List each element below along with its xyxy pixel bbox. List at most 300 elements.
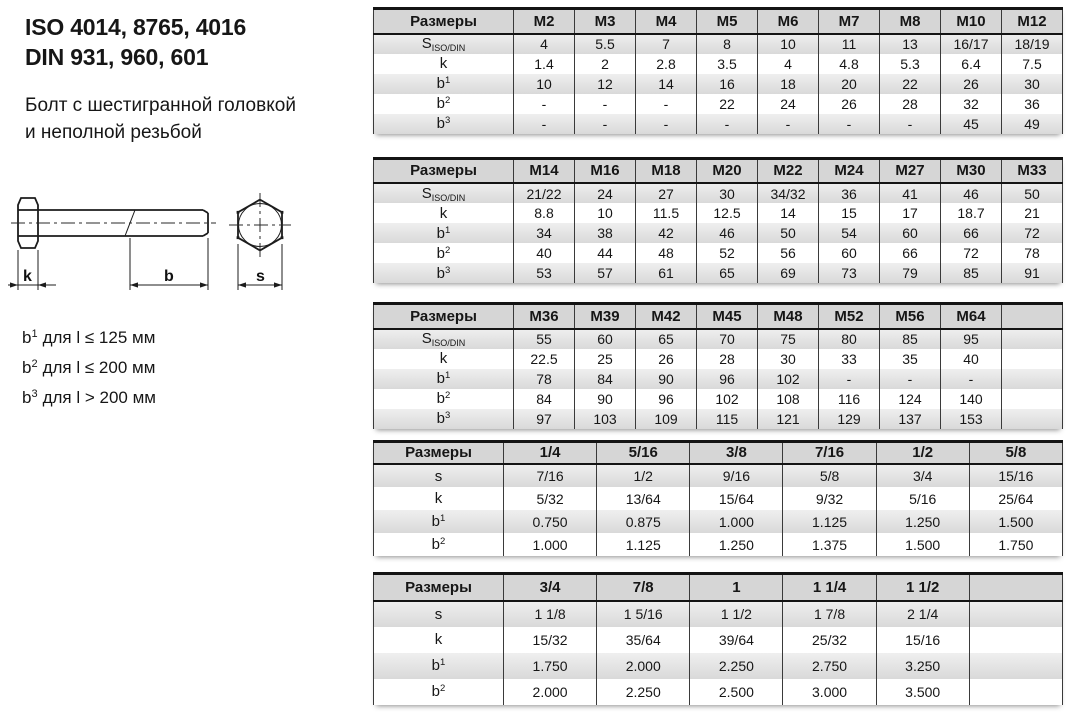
table-row	[374, 369, 1063, 389]
table-cell: 25/64	[969, 487, 1062, 510]
table-cell: 90	[575, 389, 636, 409]
table-cell: 85	[941, 263, 1002, 283]
corner-header: Размеры	[374, 158, 514, 183]
table-cell	[1002, 349, 1063, 369]
table-cell: 1/2	[597, 464, 690, 487]
column-header-M6: M6	[758, 9, 819, 34]
table-cell: 53	[514, 263, 575, 283]
table-cell: 8	[697, 34, 758, 54]
table-cell: 72	[1002, 223, 1063, 243]
table-cell: 91	[1002, 263, 1063, 283]
column-header-M64: M64	[941, 304, 1002, 329]
table-cell: 46	[941, 183, 1002, 203]
note-b3: $b^3$ для l > 200 мм	[22, 388, 156, 407]
row-label-b1: $b^1$	[436, 370, 451, 387]
table-cell: 34	[514, 223, 575, 243]
table-cell: 40	[941, 349, 1002, 369]
table-cell: 15/32	[504, 627, 597, 653]
table-row	[374, 243, 1063, 263]
table-cell: 22.5	[514, 349, 575, 369]
table-cell: 137	[880, 409, 941, 429]
header-row	[374, 158, 1063, 183]
table-cell: 48	[636, 243, 697, 263]
table-cell: 35/64	[597, 627, 690, 653]
corner-header: Размеры	[374, 304, 514, 329]
dimension-b	[130, 238, 208, 290]
row-label-b2: $b^2$	[436, 95, 451, 112]
table-cell: 8.8	[514, 203, 575, 223]
table-cell: 40	[514, 243, 575, 263]
table-cell: 80	[819, 329, 880, 349]
table-cell	[1002, 369, 1063, 389]
column-header-1-4: 1/4	[504, 441, 597, 464]
table-row	[374, 203, 1063, 223]
dimension-k	[8, 250, 56, 290]
row-label-b3: $b^3$	[436, 264, 451, 282]
table-cell: 66	[941, 223, 1002, 243]
table-cell: 73	[819, 263, 880, 283]
table-cell: 90	[636, 369, 697, 389]
table-row	[374, 653, 1063, 679]
table-cell: 38	[575, 223, 636, 243]
table-cell: -	[636, 94, 697, 114]
column-header-M16: M16	[575, 158, 636, 183]
table-cell: 7	[636, 34, 697, 54]
column-header-M5: M5	[697, 9, 758, 34]
table-cell: 1 1/8	[504, 601, 597, 627]
column-header-3-4: 3/4	[504, 574, 597, 601]
table-cell: 2.500	[690, 679, 783, 705]
table-cell: 9/32	[783, 487, 876, 510]
table-cell: 69	[758, 263, 819, 283]
row-label-k: k	[434, 631, 443, 648]
table-row	[374, 510, 1063, 533]
table-cell: 21	[1002, 203, 1063, 223]
table-cell: 22	[880, 74, 941, 94]
table-row	[374, 601, 1063, 627]
row-label-k: k	[439, 350, 448, 367]
table-cell: 61	[636, 263, 697, 283]
corner-header: Размеры	[374, 574, 504, 601]
table-cell: 3/4	[876, 464, 969, 487]
dimension-label-k: k	[23, 268, 32, 285]
column-header-M10: M10	[941, 9, 1002, 34]
table-cell: 24	[575, 183, 636, 203]
table-cell: 34/32	[758, 183, 819, 203]
row-label-k: k	[439, 55, 448, 72]
dimension-tables	[373, 0, 1067, 705]
table-cell: 41	[880, 183, 941, 203]
table-cell: 13/64	[597, 487, 690, 510]
table-cell: 26	[636, 349, 697, 369]
table-cell: -	[514, 114, 575, 134]
table-cell: 79	[880, 263, 941, 283]
row-label-b2: $b^2$	[431, 683, 446, 700]
subtitle-line-1: Болт с шестигранной головкой	[25, 95, 296, 116]
row-label-b2: $b^2$	[436, 390, 451, 407]
table-cell: 2.250	[690, 653, 783, 679]
table-cell: 14	[636, 74, 697, 94]
table-cell: 4	[514, 34, 575, 54]
table-cell: 1.4	[514, 54, 575, 74]
table-cell: 75	[758, 329, 819, 349]
column-header-M45: M45	[697, 304, 758, 329]
table-cell: -	[636, 114, 697, 134]
table-cell: 1.125	[783, 510, 876, 533]
table-cell: 96	[697, 369, 758, 389]
column-header-7-8: 7/8	[597, 574, 690, 601]
column-header-M27: M27	[880, 158, 941, 183]
table-cell	[969, 653, 1062, 679]
table-cell: 5.3	[880, 54, 941, 74]
table-row	[374, 389, 1063, 409]
table-cell: 56	[758, 243, 819, 263]
table-cell: 4.8	[819, 54, 880, 74]
table-cell: 15/64	[690, 487, 783, 510]
table-cell: 50	[758, 223, 819, 243]
row-label-S-ISO-DIN: $S_{ISO/DIN}$	[421, 330, 466, 348]
table-cell: 11.5	[636, 203, 697, 223]
table-cell: -	[575, 114, 636, 134]
table-cell: 1 7/8	[783, 601, 876, 627]
table-cell	[1002, 329, 1063, 349]
column-header-M33: M33	[1002, 158, 1063, 183]
column-header-M18: M18	[636, 158, 697, 183]
table-cell: 60	[880, 223, 941, 243]
table-cell: 103	[575, 409, 636, 429]
row-label-b3: $b^3$	[436, 115, 451, 132]
column-header-M48: M48	[758, 304, 819, 329]
table-cell	[969, 679, 1062, 705]
column-header-1-1-2: 1 1/2	[876, 574, 969, 601]
table-cell: 39/64	[690, 627, 783, 653]
header-row	[374, 9, 1063, 34]
table-row	[374, 464, 1063, 487]
table-cell: 44	[575, 243, 636, 263]
table-cell: 4	[758, 54, 819, 74]
dimension-label-s: s	[256, 268, 265, 285]
table-cell: 18	[758, 74, 819, 94]
column-header-M4: M4	[636, 9, 697, 34]
column-header-M12: M12	[1002, 9, 1063, 34]
table-cell: -	[880, 114, 941, 134]
column-header-M39: M39	[575, 304, 636, 329]
column-header-M3: M3	[575, 9, 636, 34]
bolt-technical-drawing	[8, 186, 308, 314]
column-header-M52: M52	[819, 304, 880, 329]
table-cell: 7/16	[504, 464, 597, 487]
table-cell: 1 1/2	[690, 601, 783, 627]
table-cell: -	[575, 94, 636, 114]
column-header-M14: M14	[514, 158, 575, 183]
dimensions-table-metric-m14-m33	[373, 157, 1063, 284]
table-cell: 65	[697, 263, 758, 283]
column-header-M7: M7	[819, 9, 880, 34]
table-cell: 36	[819, 183, 880, 203]
table-cell: 1.500	[969, 510, 1062, 533]
table-cell: 30	[758, 349, 819, 369]
table-cell: 17	[880, 203, 941, 223]
table-cell: 1.125	[597, 533, 690, 556]
table-cell: -	[819, 369, 880, 389]
table-cell: 124	[880, 389, 941, 409]
row-label-b1: $b^1$	[431, 513, 446, 530]
table-cell: 1.250	[690, 533, 783, 556]
subtitle-line-2: и неполной резьбой	[25, 122, 202, 143]
table-cell: 15/16	[876, 627, 969, 653]
table-cell: 7.5	[1002, 54, 1063, 74]
table-cell: 46	[697, 223, 758, 243]
table-cell: -	[514, 94, 575, 114]
table-cell: 3.5	[697, 54, 758, 74]
table-cell: 5/8	[783, 464, 876, 487]
table-cell: 22	[697, 94, 758, 114]
column-header-3-8: 3/8	[690, 441, 783, 464]
table-cell: 129	[819, 409, 880, 429]
table-cell: -	[697, 114, 758, 134]
table-cell: 0.750	[504, 510, 597, 533]
dimensions-table-inch-3-4-to-1-1-2	[373, 572, 1063, 705]
table-row	[374, 34, 1063, 54]
row-label-s: s	[434, 467, 443, 485]
header-row	[374, 304, 1063, 329]
table-cell: 78	[514, 369, 575, 389]
table-cell: 49	[1002, 114, 1063, 134]
column-header-empty	[1002, 304, 1063, 329]
table-cell: 1.750	[969, 533, 1062, 556]
row-label-b2: $b^2$	[431, 536, 446, 553]
table-row	[374, 487, 1063, 510]
table-cell: 30	[697, 183, 758, 203]
table-row	[374, 94, 1063, 114]
row-label-k: k	[439, 204, 448, 222]
table-row	[374, 114, 1063, 134]
column-header-M30: M30	[941, 158, 1002, 183]
table-cell: 70	[697, 329, 758, 349]
table-cell: 1.750	[504, 653, 597, 679]
table-cell: 2	[575, 54, 636, 74]
table-cell: 102	[758, 369, 819, 389]
table-cell	[1002, 409, 1063, 429]
table-cell: 18/19	[1002, 34, 1063, 54]
title-din-line: DIN 931, 960, 601	[25, 44, 209, 70]
table-cell: 35	[880, 349, 941, 369]
table-cell: 2.8	[636, 54, 697, 74]
table-cell: 116	[819, 389, 880, 409]
table-cell: 36	[1002, 94, 1063, 114]
table-cell: -	[758, 114, 819, 134]
corner-header: Размеры	[374, 9, 514, 34]
bolt-side-view	[11, 198, 216, 248]
table-cell: 85	[880, 329, 941, 349]
table-cell: -	[941, 369, 1002, 389]
table-cell: 60	[819, 243, 880, 263]
page-title	[25, 12, 246, 72]
table-cell: 1.375	[783, 533, 876, 556]
table-cell: 78	[1002, 243, 1063, 263]
table-cell: 1.000	[690, 510, 783, 533]
table-cell: 3.000	[783, 679, 876, 705]
table-row	[374, 263, 1063, 283]
thread-length-notes	[22, 321, 156, 411]
table-cell: 0.875	[597, 510, 690, 533]
table-cell: 108	[758, 389, 819, 409]
table-cell: 97	[514, 409, 575, 429]
note-b2: $b^2$ для l ≤ 200 мм	[22, 358, 156, 377]
table-cell: 30	[1002, 74, 1063, 94]
table-cell: 95	[941, 329, 1002, 349]
column-header-1-2: 1/2	[876, 441, 969, 464]
table-cell	[969, 627, 1062, 653]
table-row	[374, 409, 1063, 429]
table-row	[374, 627, 1063, 653]
table-cell: 5/32	[504, 487, 597, 510]
table-cell: 16	[697, 74, 758, 94]
table-cell: 13	[880, 34, 941, 54]
row-label-S-ISO-DIN: $S_{ISO/DIN}$	[421, 35, 466, 53]
table-cell: 10	[575, 203, 636, 223]
table-cell: 9/16	[690, 464, 783, 487]
row-label-b3: $b^3$	[436, 410, 451, 427]
table-cell: 15	[819, 203, 880, 223]
table-row	[374, 329, 1063, 349]
table-row	[374, 223, 1063, 243]
table-cell: 3.250	[876, 653, 969, 679]
table-cell: 25	[575, 349, 636, 369]
table-cell: 121	[758, 409, 819, 429]
table-cell: -	[880, 369, 941, 389]
table-row	[374, 183, 1063, 203]
table-cell: 2.000	[597, 653, 690, 679]
table-cell: 84	[514, 389, 575, 409]
table-cell: 24	[758, 94, 819, 114]
table-cell: 66	[880, 243, 941, 263]
table-cell: 12.5	[697, 203, 758, 223]
row-label-b1: $b^1$	[431, 657, 446, 674]
table-cell: 28	[880, 94, 941, 114]
table-cell: 2.000	[504, 679, 597, 705]
header-row	[374, 441, 1063, 464]
table-cell: 57	[575, 263, 636, 283]
table-cell: 54	[819, 223, 880, 243]
table-cell: -	[819, 114, 880, 134]
row-label-s: s	[434, 605, 443, 623]
column-header-empty	[969, 574, 1062, 601]
column-header-M42: M42	[636, 304, 697, 329]
table-cell: 25/32	[783, 627, 876, 653]
table-cell: 18.7	[941, 203, 1002, 223]
table-cell: 55	[514, 329, 575, 349]
table-cell: 14	[758, 203, 819, 223]
table-cell: 10	[758, 34, 819, 54]
header-row	[374, 574, 1063, 601]
table-cell: 65	[636, 329, 697, 349]
table-cell: 42	[636, 223, 697, 243]
table-cell: 28	[697, 349, 758, 369]
note-b1: $b^1$ для l ≤ 125 мм	[22, 328, 156, 347]
table-cell: 2.250	[597, 679, 690, 705]
dimensions-table-metric-m2-m12	[373, 7, 1063, 134]
table-cell: 60	[575, 329, 636, 349]
table-cell: 1 5/16	[597, 601, 690, 627]
row-label-b1: $b^1$	[436, 75, 451, 92]
table-row	[374, 54, 1063, 74]
table-cell: 2 1/4	[876, 601, 969, 627]
table-cell: 26	[941, 74, 1002, 94]
column-header-M20: M20	[697, 158, 758, 183]
table-cell: 10	[514, 74, 575, 94]
table-cell: 84	[575, 369, 636, 389]
table-cell: 72	[941, 243, 1002, 263]
column-header-5-8: 5/8	[969, 441, 1062, 464]
row-label-S-ISO-DIN: $S_{ISO/DIN}$	[421, 184, 466, 203]
table-cell: 16/17	[941, 34, 1002, 54]
table-cell: 21/22	[514, 183, 575, 203]
table-cell: 6.4	[941, 54, 1002, 74]
table-cell: 32	[941, 94, 1002, 114]
column-header-1-1-4: 1 1/4	[783, 574, 876, 601]
table-cell: 15/16	[969, 464, 1062, 487]
table-cell: 45	[941, 114, 1002, 134]
dimension-label-b: b	[164, 268, 174, 285]
table-row	[374, 533, 1063, 556]
table-cell: 109	[636, 409, 697, 429]
table-cell: 33	[819, 349, 880, 369]
corner-header: Размеры	[374, 441, 504, 464]
table-cell: 5.5	[575, 34, 636, 54]
table-row	[374, 679, 1063, 705]
dimensions-table-inch-1-4-to-5-8	[373, 440, 1063, 557]
title-iso-line: ISO 4014, 8765, 4016	[25, 14, 247, 40]
table-cell: 5/16	[876, 487, 969, 510]
table-row	[374, 349, 1063, 369]
table-cell: 153	[941, 409, 1002, 429]
table-cell: 26	[819, 94, 880, 114]
row-label-b1: $b^1$	[436, 224, 451, 242]
table-cell: 50	[1002, 183, 1063, 203]
column-header-M36: M36	[514, 304, 575, 329]
column-header-M24: M24	[819, 158, 880, 183]
table-cell: 102	[697, 389, 758, 409]
table-cell: 52	[697, 243, 758, 263]
column-header-7-16: 7/16	[783, 441, 876, 464]
table-cell: 20	[819, 74, 880, 94]
table-cell: 115	[697, 409, 758, 429]
column-header-1: 1	[690, 574, 783, 601]
table-cell: 96	[636, 389, 697, 409]
table-cell: 27	[636, 183, 697, 203]
table-cell: 2.750	[783, 653, 876, 679]
table-cell: 140	[941, 389, 1002, 409]
row-label-b2: $b^2$	[436, 244, 451, 262]
column-header-M56: M56	[880, 304, 941, 329]
table-cell: 1.250	[876, 510, 969, 533]
column-header-M22: M22	[758, 158, 819, 183]
column-header-M2: M2	[514, 9, 575, 34]
table-cell: 12	[575, 74, 636, 94]
dimensions-table-metric-m36-m64	[373, 302, 1063, 429]
page-subtitle	[25, 92, 296, 146]
column-header-5-16: 5/16	[597, 441, 690, 464]
column-header-M8: M8	[880, 9, 941, 34]
table-cell: 3.500	[876, 679, 969, 705]
table-cell: 11	[819, 34, 880, 54]
table-cell	[1002, 389, 1063, 409]
table-cell: 1.000	[504, 533, 597, 556]
table-row	[374, 74, 1063, 94]
table-cell	[969, 601, 1062, 627]
table-cell: 1.500	[876, 533, 969, 556]
